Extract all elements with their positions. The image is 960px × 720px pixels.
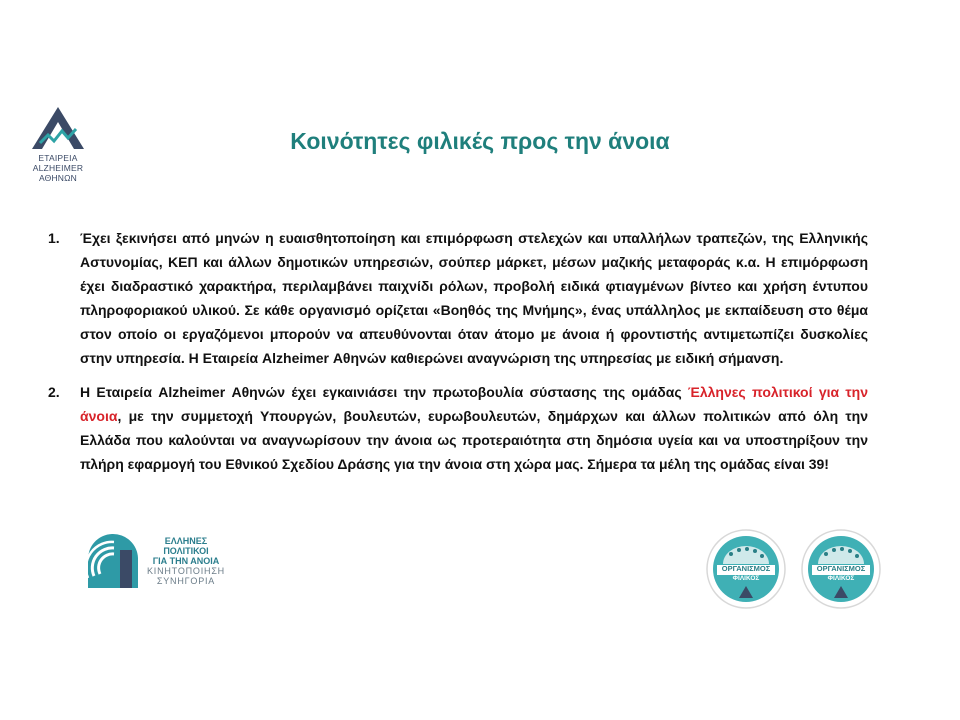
highlight-link[interactable]: Έλληνες πολιτικοί για την άνοια <box>80 384 868 424</box>
badge-sublabel: ΦΙΛΙΚΟΣ <box>732 575 760 582</box>
list-text <box>80 380 868 476</box>
badge-label: ΟΡΓΑΝΙΣΜΟΣ <box>721 564 771 573</box>
page-title: Κοινότητες φιλικές προς την άνοια <box>290 128 670 154</box>
list-item <box>48 380 868 476</box>
list-item <box>48 226 868 370</box>
text-before-highlight: Η Εταιρεία Alzheimer Αθηνών έχει εγκαινιάσει την πρωτοβουλία σύστασης της ομάδας <box>80 384 688 400</box>
list-number: 1. <box>48 230 60 246</box>
logo-line-1: ΕΤΑΙΡΕΙΑ ALZHEIMER <box>32 153 84 173</box>
list-text: Έχει ξεκινήσει από μηνών η ευαισθητοποίηση και επιμόρφωση στελεχών και υπαλλήλων τραπεζών, της Ελληνικής Αστυνομίας, ΚΕΠ και άλλων δημοτικών υπηρεσιών, σούπερ μάρκετ, μέσων μαζικής μεταφοράς κ.α. Η επιμόρφωση έχει διαδραστικό χαρακτήρα, περιλαμβάνει παιχνίδι ρόλων, προβολή ειδικά φτιαγμένων βίντεο και χρήση έντυπου πληροφοριακού υλικού. Σε κάθε οργανισμό ορίζεται «Βοηθός της Μνήμης», ένας υπάλληλος με εκπαίδευση στο θέμα στον οποίο οι εργαζόμενοι μπορούν να απευθύνονται όταν άτομο με άνοια ή φροντιστής αντιμετωπίζει δυσκολίες στην υπηρεσία. Η Εταιρεία Alzheimer Αθηνών καθιερώνει αναγνώριση της υπηρεσίας με ειδική σήμανση. <box>80 230 868 366</box>
friendly-organisation-badge <box>800 528 882 610</box>
content-list <box>48 226 868 486</box>
politicians-for-dementia-logo <box>80 530 230 600</box>
badge-label: ΟΡΓΑΝΙΣΜΟΣ <box>816 564 866 573</box>
politicians-logo-line-5: ΣΥΝΗΓΟΡΙΑ <box>156 576 216 586</box>
politicians-logo-text <box>146 536 226 586</box>
politicians-logo-line-3: ΓΙΑ ΤΗΝ ΑΝΟΙΑ <box>152 556 220 566</box>
politicians-logo-line-2: ΠΟΛΙΤΙΚΟΙ <box>163 546 209 556</box>
text-after-highlight: , με την συμμετοχή Υπουργών, βουλευτών, ευρωβουλευτών, δημάρχων και άλλων πολιτικών από όλη την Ελλάδα που καλούνται να αναγνωρίσουν την άνοια ως προτεραιότητα στη δημόσια υγεία και να υποστηρίξουν την πλήρη εφαρμογή του Εθνικού Σχεδίου Δράσης για την άνοια στη χώρα μας. Σήμερα τα μέλη της ομάδας είναι 39! <box>80 408 868 472</box>
politicians-logo-line-4: ΚΙΝΗΤΟΠΟΙΗΣΗ <box>146 566 225 576</box>
badge-sublabel: ΦΙΛΙΚΟΣ <box>827 575 855 582</box>
friendly-organisation-badge <box>705 528 787 610</box>
list-number: 2. <box>48 384 60 400</box>
head-profile-icon <box>80 530 146 596</box>
politicians-logo-line-1: ΕΛΛΗΝΕΣ <box>164 536 208 546</box>
logo-line-2: ΑΘΗΝΩΝ <box>38 173 78 183</box>
